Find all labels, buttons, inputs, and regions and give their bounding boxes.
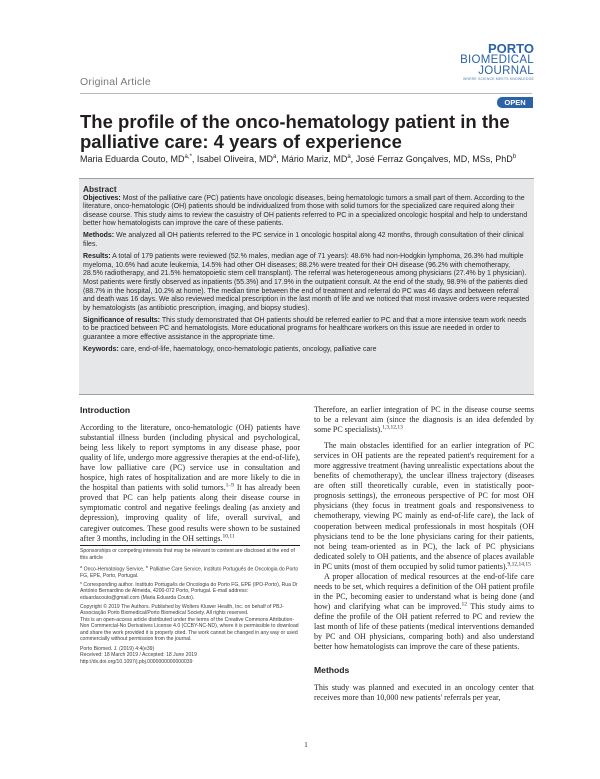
author-affiliation: a (347, 154, 351, 160)
abstract-box (79, 178, 534, 395)
abstract-significance: Significance of results: This study demonstrated that OH patients should be referred earlier to PC and that a more intensive team work needs to be practiced between PC and hematologists. More educational programs for healthcare workers on this issue are needed in order to guarantee a more effective assistance in the appropriate time. (83, 316, 527, 341)
section-heading-introduction: Introduction (80, 405, 131, 415)
author-affiliation: b (512, 154, 517, 160)
journal-logo-line1: PORTO (488, 41, 534, 56)
author-affiliation: a (272, 154, 277, 160)
license-note: This is an open-access article distributed under the terms of the Creative Commons Attribution-Non Commercial-No Derivatives License 4.0 (CCBY-NC-ND), where it is permissible to download and share the work provided it is properly cited. The work cannot be changed in any way or used commercially without permission from the journal. (80, 616, 299, 643)
body-paragraph: A proper allocation of medical resources at the end-of-life care needs to be set, which requires a definition of the OH patient profile in the PC, becoming easier to understand what is being done (and how) and clarifying what can be improved.$^{12}$ This study aims to define the profile of the OH patient referred to PC and review the last month of life of these patients (medical interventions demanded by PC and OH physicians, comparing both) and also understand better how hematologists can improve the care of these patients. (314, 571, 535, 652)
copyright-note: Copyright © 2019 The Authors. Published by Wolters Kluwer Health, Inc. on behalf of PBJ-Associação Porto Biomedical/Porto Biomedical Society. All rights reserved. (80, 603, 284, 617)
journal-logo (452, 43, 534, 82)
citation-ref: 10,11 (222, 532, 235, 539)
corresponding-mark: * (189, 154, 192, 160)
citation-ref: 9,12,14,15 (507, 561, 531, 568)
body-paragraph: The main obstacles identified for an earlier integration of PC services in OH patients are the repeated patient's requirement for a more aggressive treatment (having unrealistic expectations about the benefits of chemotherapy), the unclear illness trajectory (diseases are often still theoretically curable, even in statistically poor-prognosis settings), the erroneous perspective of PC for most OH physicians (they focus in treatment goals and responsiveness to chemotherapy, viewing PC mainly as end-of-life care), the lack of cooperation between medical professionals in most hospitals (OH physicians tend to be the lone physicians caring for their patients, not being team-oriented as in PC), the lack of PC physicians dedicated solely to OH patients, and the absence of places available in PC units (most of them occupied by solid tumor patients).$^{9,12,14,15}$ (314, 441, 534, 571)
header-rule (80, 93, 532, 94)
body-paragraph: Therefore, an earlier integration of PC in the disease course seems to be a relevant aim (since the diagnosis is an idea defended by some PC specialists).$^{1,3,12,13}$ (314, 405, 534, 435)
left-column (80, 405, 300, 544)
article-type-label: Original Article (80, 76, 151, 88)
journal-logo-line2: BIOMEDICAL (460, 54, 534, 66)
author-name: Mário Mariz, MD (281, 154, 348, 164)
abstract-keywords: Keywords: care, end-of-life, haematology, onco-hematologic patients, oncology, palliative care (83, 346, 377, 354)
abstract-heading: Abstract (83, 184, 117, 194)
abstract-methods: Methods: We analyzed all OH patients referred to the PC service in 1 oncologic hospital along 42 months, through consultation of their clinical files. (83, 232, 524, 249)
article-title: The profile of the onco-hematology patient in the palliative care: 4 years of experience (80, 111, 510, 152)
doi-link[interactable]: http://dx.doi.org/10.1097/j.pbj.0000000000000039 (80, 658, 193, 665)
author-name: Isabel Oliveira, MD (196, 154, 273, 164)
author-name: José Ferraz Gonçalves, MD, MSs, PhD (355, 154, 513, 164)
footnote-rule (80, 545, 300, 546)
corresponding-author-note: * Corresponding author. Instituto Português de Oncologia do Porto FG, EPE (IPO-Porto), Rua Dr António Bernardino de Almeida, 4200-072 Porto, Portugal. E-mail address: eduardacouto@gmail.com (Maria Eduarda Couto). (80, 581, 298, 601)
citation-ref: 12 (461, 601, 467, 608)
introduction-paragraph: According to the literature, onco-hematologic (OH) patients have substantial illness burden (including physical and psychological, being less likely to report symptoms in any disease phase, poor quality of life, undergo more aggressive therapies at the end-of-life), have low palliative care (PC) service use in consultation and hospice, high rates of hospitalization and are more likely to die in the hospital than patients with solid tumors.$^{1-9}$ It has already been proved that PC can help patients along their disease course in symptomatic control and negative feelings dealing (as anxiety and depression), improving quality of life, overall survival, and caregiver outcomes. These good results were shown to be sustained after 3 months, including in the OH settings.$^{10,11}$ (80, 423, 300, 543)
methods-paragraph: This study was planned and executed in an oncology center that receives more than 10,000 new patients' referrals per year, (314, 683, 534, 703)
journal-tagline: WHERE SCIENCE MEETS KNOWLEDGE (463, 77, 534, 81)
affiliations: $^a$ Onco-Hematology Service, $^b$ Palliative Care Service, Instituto Português de Oncologia do Porto FG, EPE, Porto, Portugal. (80, 563, 299, 579)
section-heading-methods: Methods (314, 665, 350, 676)
abstract-results: Results: A total of 179 patients were reviewed (52.% males, median age of 71 years): 48.6% had non-Hodgkin lymphoma, 26.3% had multiple myeloma, 10.6% had acute leukemia, 14.5% had other OH diseases; 88.2% were treated for their OH disease (96.2% with chemotherapy, 28.5% radiotherapy, and 21.5% hematopoietic stem cell transplant). The referral was heterogeneous among physicians (27.4% by 1 physician). Most patients were firstly observed as inpatients (55.3%) and 17.9% in the outpatient consult. At the end of the study, 98.9% of the patients died (88.7% in the hospital, 10.2% at home). The median time between the end of treatment and referral do PC was 46 days and between referral and death was 16 days. We also reviewed medical prescription in the last month of life and we noticed that most invasive orders were requested by hematologists (as antibiotic prescription, imaging, and biopsy studies). (83, 253, 530, 312)
footnotes (80, 548, 302, 665)
open-access-badge: OPEN (497, 97, 533, 108)
sponsorship-note: Sponsorships or competing interests that may be relevant to content are disclosed at the end of this article (80, 548, 295, 561)
journal-logo-line3: JOURNAL (478, 65, 534, 77)
author-affiliation: a, (184, 154, 190, 160)
page-number: 1 (304, 741, 308, 749)
citation-ref: 1,3,12,13 (382, 424, 403, 431)
citation-ref: 1–9 (225, 482, 234, 489)
abstract-objectives: Objectives: Most of the palliative care (PC) patients have oncologic diseases, being hematologic tumors a small part of them. According to the literature, onco-hematologic (OH) patients should be individualized from those with solid tumors for the specialized care required along their disease course. This study aims to review the casuistry of OH patients referred to PC in a specialized oncologic hospital and help to understand better how hematologists can improve the care of these patients. (83, 194, 528, 228)
author-list: Maria Eduarda Couto, $MD^{a,*}$, Isabel Oliveira, $MD^a$, Mário Mariz, $MD^a$, José Ferraz Gonçalves, MD, MSs, PhD$^b$ (80, 154, 517, 164)
author-name: Maria Eduarda Couto, MD (80, 154, 185, 164)
received-accepted-dates: Received: 18 March 2019 / Accepted: 18 June 2019 (80, 652, 197, 659)
right-column (314, 405, 534, 703)
journal-citation: Porto Biomed. J. (2019) 4:4(e39) (80, 645, 155, 652)
